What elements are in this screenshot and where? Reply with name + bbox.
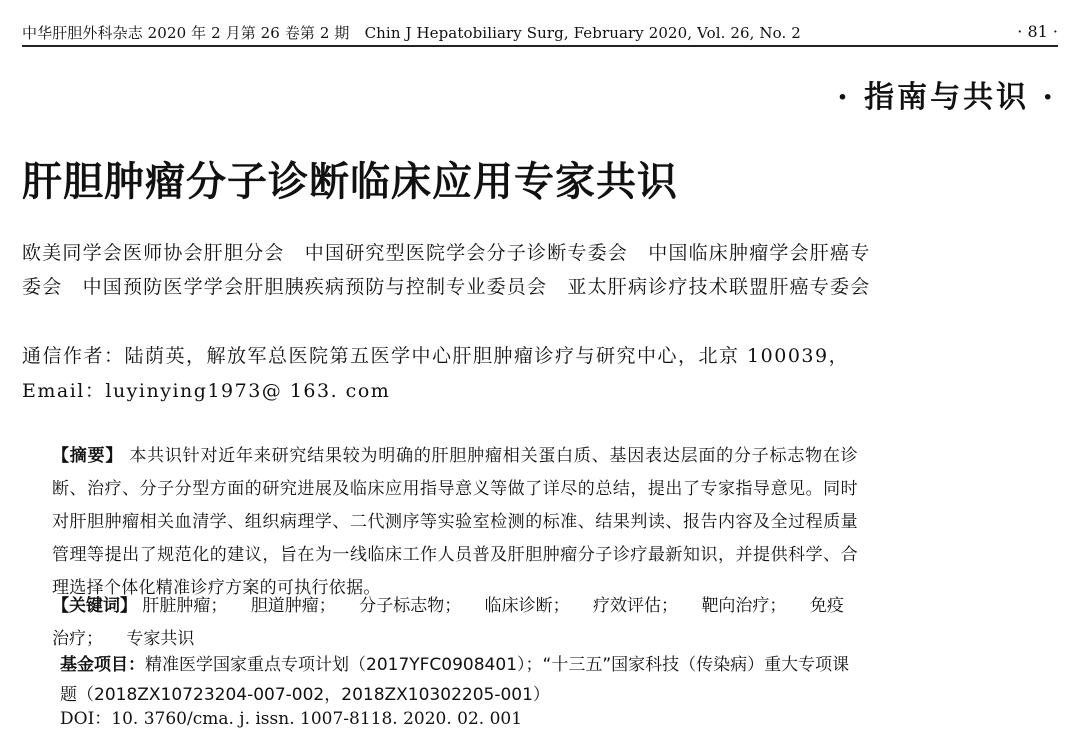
section-tag-dot-right: · — [1042, 80, 1056, 115]
keyword: 分子标志物； — [359, 596, 462, 616]
section-tag — [837, 72, 1056, 116]
correspondence — [22, 339, 862, 409]
doi: DOI：10. 3760/cma. j. issn. 1007-8118. 2020. 02. 001 — [60, 709, 523, 729]
funding-label: 基金项目： — [60, 655, 145, 675]
keyword: 临床诊断； — [484, 596, 570, 616]
keyword: 免疫治疗； — [52, 596, 844, 649]
article-title: 肝胆肿瘤分子诊断临床应用专家共识 — [22, 158, 678, 205]
abstract-label: 【摘要】 — [52, 446, 124, 466]
page-number: · 81 · — [1017, 22, 1058, 41]
running-header — [22, 19, 1058, 47]
funding — [60, 650, 860, 710]
author-affiliations: 欧美同学会医师协会肝胆分会 中国研究型医院学会分子诊断专委会 中国临床肿瘤学会肝癌专委会 中国预防医学学会肝胆胰疾病预防与控制专业委员会 亚太肝病诊疗技术联盟肝癌专委会 — [22, 242, 871, 298]
keyword: 专家共识 — [126, 629, 195, 649]
abstract — [52, 440, 858, 605]
funding-text: 精准医学国家重点专项计划（2017YFC0908401）；“十三五”国家科技（传染病）重大专项课题（2018ZX10723204-007-002，2018ZX10302205-001） — [60, 655, 850, 705]
header-rule — [22, 45, 1058, 47]
abstract-text: 本共识针对近年来研究结果较为明确的肝胆肿瘤相关蛋白质、基因表达层面的分子标志物在诊断、治疗、分子分型方面的研究进展及临床应用指导意义等做了详尽的总结，提出了专家指导意见。同时对肝胆肿瘤相关血清学、组织病理学、二代测序等实验室检测的标准、结果判读、报告内容及全过程质量管理等提出了规范化的建议，旨在为一线临床工作人员普及肝胆肿瘤分子诊疗最新知识，并提供科学、合理选择个体化精准诊疗方案的可执行依据。 — [52, 446, 858, 598]
correspondence-text: 陆荫英，解放军总医院第五医学中心肝胆肿瘤诊疗与研究中心，北京 100039，Email：luyinying1973@ 163. com — [22, 345, 850, 402]
keywords — [52, 590, 858, 656]
keyword: 靶向治疗； — [701, 596, 787, 616]
journal-citation: 中华肝胆外科杂志 2020 年 2 月第 26 卷第 2 期 Chin J Hepatobiliary Surg, February 2020, Vol. 26, No. 2 — [22, 24, 801, 42]
keyword: 胆道肿瘤； — [250, 596, 336, 616]
keyword: 疗效评估； — [593, 596, 679, 616]
keyword: 肝脏肿瘤； — [142, 596, 228, 616]
section-tag-label: 指南与共识 — [864, 80, 1030, 115]
correspondence-label: 通信作者： — [22, 345, 125, 367]
keywords-label: 【关键词】 — [52, 596, 137, 616]
section-tag-dot-left: · — [837, 80, 851, 115]
